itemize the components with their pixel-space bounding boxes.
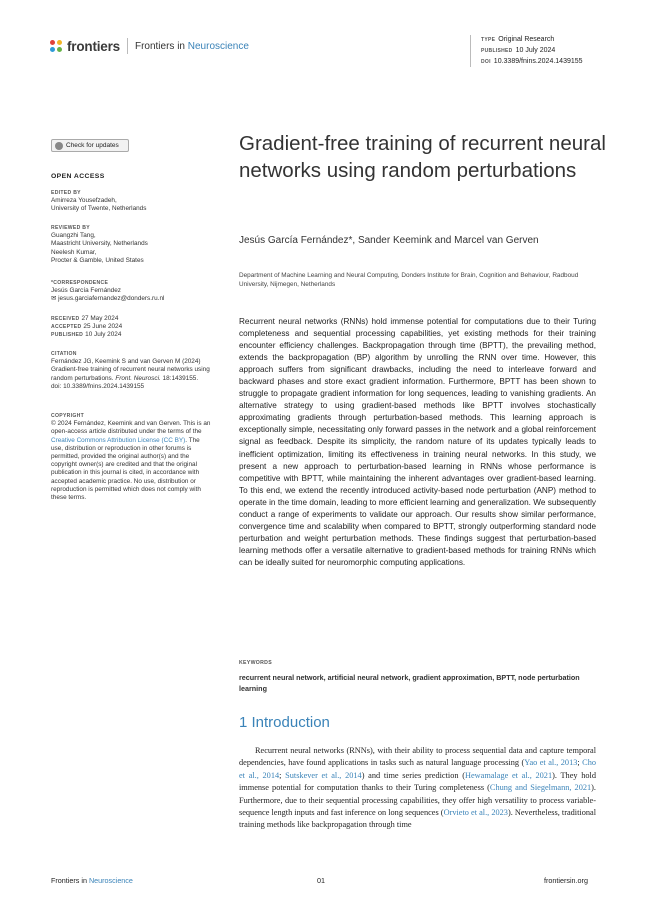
journal-name[interactable]: Frontiers in Neuroscience	[134, 40, 249, 52]
email-icon: ✉	[51, 295, 59, 303]
article-type: Original Research	[498, 36, 555, 43]
brand-divider	[127, 38, 128, 54]
dates: RECEIVED 27 May 2024 ACCEPTED 25 June 2024 PUBLISHED 10 July 2024	[51, 315, 123, 339]
publish-date: 10 July 2024	[515, 46, 556, 54]
citation-link[interactable]: Sutskever et al., 2014	[285, 770, 362, 780]
logo-text: frontiers	[67, 38, 120, 54]
frontiers-logo-icon	[50, 40, 63, 53]
article-meta: TYPE Original Research PUBLISHED 10 July 2024 DOI 10.3389/fnins.2024.1439155	[470, 35, 583, 67]
author-list: Jesús García Fernández*, Sander Keemink and Marcel van Gerven	[239, 235, 539, 246]
email-link[interactable]: jesus.garciafernandez@donders.ru.nl	[58, 295, 165, 303]
crossmark-icon	[55, 142, 63, 150]
open-access-label: OPEN ACCESS	[51, 173, 105, 180]
citation-link[interactable]: Yao et al., 2013	[524, 758, 578, 768]
check-updates-button[interactable]: Check for updates	[51, 139, 129, 152]
reviewed-by: REVIEWED BY Guangzhi Tang, Maastricht University, Netherlands Neelesh Kumar, Procter & Gamble, United States	[51, 225, 148, 264]
citation-link[interactable]: Chung and Siegelmann, 2021	[489, 783, 592, 793]
citation-link[interactable]: Hewamalage et al., 2021	[464, 770, 553, 780]
cc-license-link[interactable]: Creative Commons Attribution License (CC BY)	[51, 436, 186, 444]
keywords: recurrent neural network, artificial neural network, gradient approximation, BPTT, node perturbation learning	[239, 673, 580, 693]
keywords-heading: KEYWORDS	[239, 660, 272, 666]
journal-brand	[50, 38, 249, 54]
footer-site-link[interactable]: frontiersin.org	[544, 876, 588, 885]
section-heading-introduction: 1 Introduction	[239, 714, 330, 731]
citation-link[interactable]: Cho et al., 2014	[239, 758, 596, 780]
correspondence: *CORRESPONDENCE Jesús García Fernández ✉ jesus.garciafernandez@donders.ru.nl	[51, 280, 165, 303]
page-number: 01	[317, 876, 325, 885]
citation: CITATION Fernández JG, Keemink S and van Gerven M (2024) Gradient-free training of recurrent neural networks using random perturbations. Front. Neurosci. 18:1439155. doi: 10.3389/fnins.2024.1439155	[51, 351, 210, 390]
edited-by: EDITED BY Amirreza Yousefzadeh, University of Twente, Netherlands	[51, 190, 147, 213]
abstract: Recurrent neural networks (RNNs) hold immense potential for computations due to their Turing completeness and sequential processing capabilities, yet existing methods for their training encounter efficiency challenges. Backpropagation through time (BPTT), the prevailing method, extends the backpropagation (BP) algorithm by unrolling the RNN over time. However, this approach suffers from significant drawbacks, including the need to interleave forward and backward phases and store exact gradient information. Furthermore, BPTT has been shown to struggle to propagate gradient information for long sequences, leading to vanishing gradients. An alternative strategy to using gradient-based methods like BPTT involves stochastically approximating gradients through perturbation-based methods. This learning approach is exceptionally simple, necessitating only forward passes in the network and a global reinforcement signal as feedback. Despite its simplicity, the random nature of its updates typically leads to inefficient optimization, limiting its effectiveness in training neural networks. In this study, we present a new approach to perturbation-based learning in RNNs whose performance is competitive with BPTT, while maintaining the inherent advantages over gradient-based learning. To this end, we extend the recently introduced activity-based node perturbation (ANP) method to operate in the time domain, leading to more efficient learning and generalization. We subsequently conduct a range of experiments to validate our approach. Our results show similar performance, convergence time and scalability when compared to BPTT, strongly outperforming standard node perturbation and weight perturbation methods. These findings suggest that perturbation-based learning methods offer a versatile alternative to gradient-based methods for training RNNs which can be ideally suited for neuromorphic computing applications.	[239, 317, 596, 567]
citation-link[interactable]: Orvieto et al., 2023	[443, 808, 508, 818]
introduction-body: Recurrent neural networks (RNNs), with their ability to process sequential data and capture temporal dependencies, have found applications in tasks such as natural language processing (Yao et al., 2013; Cho et al., 2014; Sutskever et al., 2014) and time series prediction (Hewamalage et al., 2021). They hold immense potential for computation thanks to their Turing completeness (Chung and Siegelmann, 2021). Furthermore, due to their sequential processing capabilities, they offer high versatility to process variable-sequence length inputs and fast inference on long sequences (Orvieto et al., 2023). Nevertheless, traditional training methods like backpropagation through time	[239, 746, 596, 830]
doi-link[interactable]: 10.3389/fnins.2024.1439155	[493, 57, 583, 65]
affiliation: Department of Machine Learning and Neural Computing, Donders Institute for Brain, Cognition and Behaviour, Radboud University, Nijmegen, Netherlands	[239, 272, 579, 289]
copyright: COPYRIGHT © 2024 Fernández, Keemink and van Gerven. This is an open-access article distributed under the terms of the Creative Commons Attribution License (CC BY). The use, distribution or reproduction in other forums is permitted, provided the original author(s) and the copyright owner(s) are credited and that the original publication in this journal is cited, in accordance with accepted academic practice. No use, distribution or reproduction is permitted which does not comply with these terms.	[51, 413, 211, 502]
article-title: Gradient-free training of recurrent neural networks using random perturbations	[239, 132, 606, 182]
footer-journal: Frontiers in Neuroscience	[51, 876, 133, 885]
